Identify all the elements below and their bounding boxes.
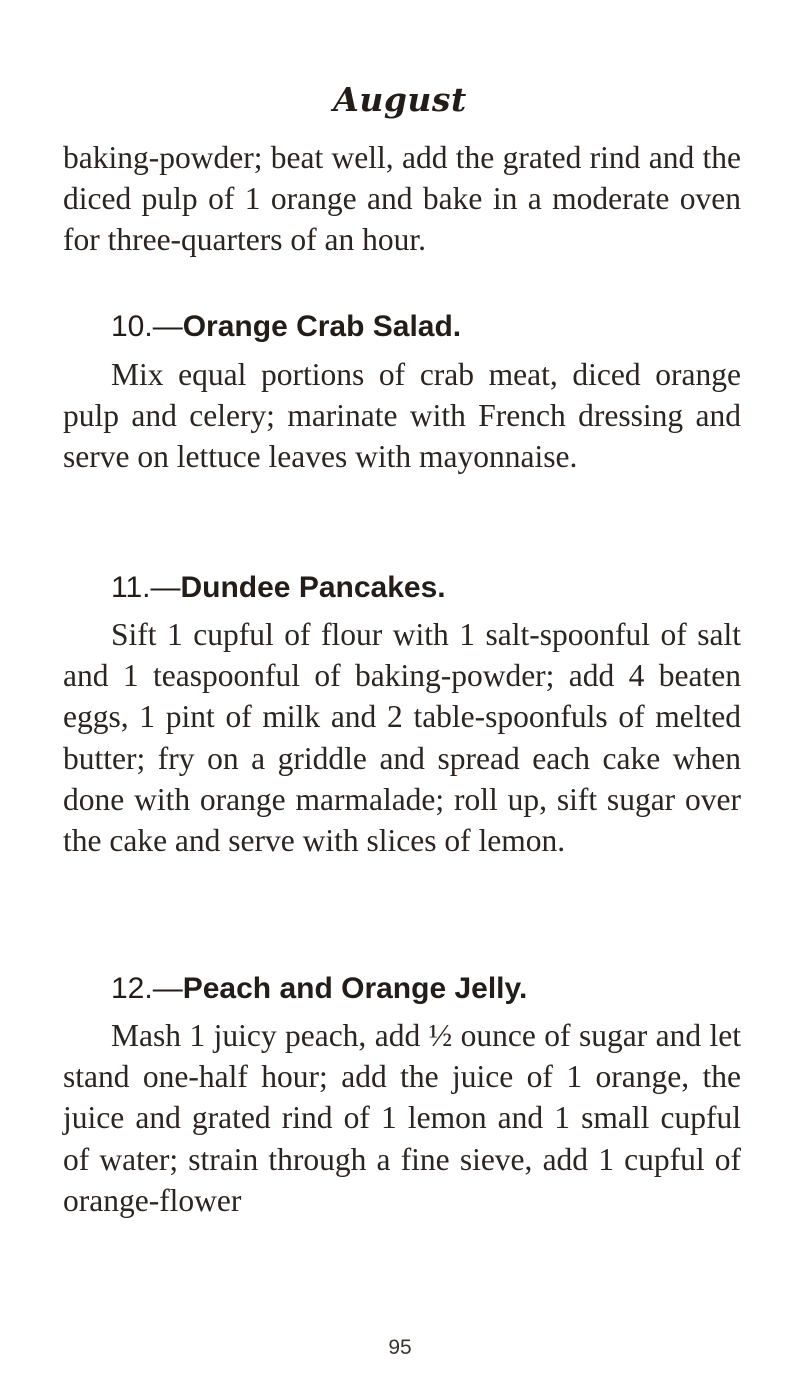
recipe-text: Mash 1 juicy peach, add ½ ounce of sugar and let stand one-half hour; add the juice of 1 orange, the juice and grated rind of 1 lemon and 1 small cupful of water; strain through a fine sieve, add 1 cupful of orange-flower [63, 1018, 741, 1218]
recipe-body-11 [63, 614, 741, 861]
heading-dash: — [150, 571, 181, 604]
recipe-number: 11. [111, 571, 151, 604]
running-head: August [333, 80, 467, 119]
recipe-title: Orange Crab Salad. [182, 310, 462, 343]
heading-dash: — [152, 972, 183, 1005]
recipe-body-12 [63, 1015, 741, 1221]
intro-paragraph [63, 137, 741, 261]
recipe-number: 10. [111, 310, 153, 343]
recipe-title: Dundee Pancakes. [180, 571, 446, 604]
intro-text: baking-powder; beat well, add the grated rind and the diced pulp of 1 orange and bake in a moderate oven for three-quarters of an hour. [63, 140, 741, 258]
recipe-body-10 [63, 354, 741, 478]
recipe-heading-10 [111, 307, 461, 347]
recipe-text: Mix equal portions of crab meat, diced orange pulp and celery; marinate with French dressing and serve on lettuce leaves with mayonnaise. [63, 357, 741, 475]
recipe-number: 12. [111, 972, 153, 1005]
recipe-heading-11 [111, 568, 446, 608]
page-number: 95 [388, 1336, 412, 1359]
recipe-heading-12 [111, 969, 527, 1009]
heading-dash: — [152, 310, 183, 343]
recipe-text: Sift 1 cupful of flour with 1 salt-spoonful of salt and 1 teaspoonful of baking-powder; add 4 beaten eggs, 1 pint of milk and 2 table-spoonfuls of melted butter; fry on a griddle and spread each cake when done with orange marmalade; roll up, sift sugar over the cake and serve with slices of lemon. [63, 617, 741, 859]
recipe-title: Peach and Orange Jelly. [182, 972, 528, 1005]
